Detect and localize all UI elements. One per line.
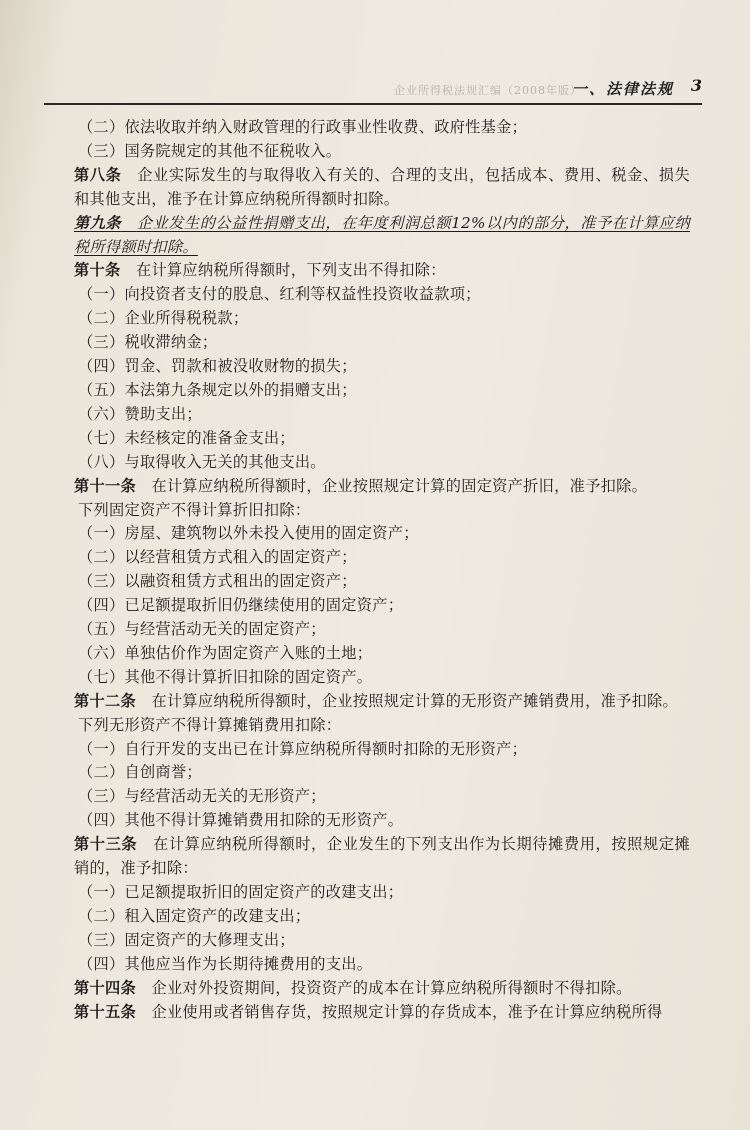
article-number: 第十一条 (74, 476, 136, 495)
article-number: 第十条 (74, 261, 121, 280)
list-item: （一）向投资者支付的股息、红利等权益性投资收益款项； (78, 285, 481, 304)
page-body (76, 116, 690, 1024)
article-number: 第十五条 (74, 1002, 136, 1021)
list-item: （四）其他不得计算摊销费用扣除的无形资产。 (78, 811, 404, 830)
article-number: 第十二条 (74, 691, 136, 710)
list-item: （一）自行开发的支出已在计算应纳税所得额时扣除的无形资产； (78, 739, 528, 758)
item-3-other-nontaxable: （三）国务院规定的其他不征税收入。 (78, 141, 342, 160)
list-item: （一）已足额提取折旧的固定资产的改建支出； (78, 883, 404, 901)
list-intro: 下列固定资产不得计算折旧扣除： (78, 500, 311, 519)
article-number: 第十三条 (74, 835, 138, 854)
article-9: 第九条 企业发生的公益性捐赠支出，在年度利润总额12%以内的部分，准予在计算应纳税所得额时扣除。 (74, 213, 690, 256)
list-item: （四）已足额提取折旧仍继续使用的固定资产； (78, 596, 404, 615)
header-rule (44, 103, 702, 105)
list-item: （五）本法第九条规定以外的捐赠支出； (78, 380, 357, 399)
list-item: （三）税收滞纳金； (78, 333, 218, 352)
article-14: 第十四条 企业对外投资期间，投资资产的成本在计算应纳税所得额时不得扣除。 (74, 978, 632, 997)
running-header (44, 76, 702, 102)
article-15: 第十五条 企业使用或者销售存货，按照规定计算的存货成本，准予在计算应纳税所得 (74, 1002, 663, 1021)
section-title: 一、法律法规 (571, 80, 674, 98)
list-item: （一）房屋、建筑物以外未投入使用的固定资产； (78, 524, 419, 543)
list-item: （二）以经营租赁方式租入的固定资产； (78, 548, 357, 567)
list-item: （三）固定资产的大修理支出； (78, 930, 295, 949)
article-13: 第十三条 在计算应纳税所得额时，企业发生的下列支出作为长期待摊费用，按照规定摊销的，准予扣除： (74, 835, 690, 878)
article-10: 第十条 在计算应纳税所得额时，下列支出不得扣除： (74, 261, 446, 280)
list-item: （四）其他应当作为长期待摊费用的支出。 (78, 954, 373, 973)
list-item: （七）未经核定的准备金支出； (78, 428, 295, 447)
article-number: 第十四条 (74, 978, 136, 997)
list-item: （六）赞助支出； (78, 404, 202, 423)
list-intro: 下列无形资产不得计算摊销费用扣除： (78, 715, 342, 734)
list-item: （三）与经营活动无关的无形资产； (78, 787, 326, 806)
list-item: （七）其他不得计算折旧扣除的固定资产。 (78, 667, 373, 686)
list-item: （五）与经营活动无关的固定资产； (78, 620, 326, 639)
list-item: （六）单独估价作为固定资产入账的土地； (78, 643, 373, 662)
article-12: 第十二条 在计算应纳税所得额时，企业按照规定计算的无形资产摊销费用，准予扣除。 (74, 691, 679, 710)
page-number: 3 (690, 76, 702, 95)
list-item: （二）企业所得税税款； (78, 309, 249, 328)
article-11: 第十一条 在计算应纳税所得额时，企业按照规定计算的固定资产折旧，准予扣除。 (74, 476, 648, 495)
list-item: （四）罚金、罚款和被没收财物的损失； (78, 357, 357, 376)
article-8: 第八条 企业实际发生的与取得收入有关的、合理的支出，包括成本、费用、税金、损失和其他支出，准予在计算应纳税所得额时扣除。 (74, 165, 691, 208)
list-item: （二）自创商誉； (78, 763, 202, 782)
list-item: （八）与取得收入无关的其他支出。 (78, 452, 326, 471)
article-number: 第九条 (74, 213, 122, 232)
item-2-fees: （二）依法收取并纳入财政管理的行政事业性收费、政府性基金； (78, 118, 528, 136)
header-bleed-text: 企业所得税法规汇编（2008年版） (394, 84, 582, 97)
article-number: 第八条 (74, 165, 122, 184)
list-item: （三）以融资租赁方式租出的固定资产； (78, 572, 357, 591)
list-item: （二）租入固定资产的改建支出； (78, 906, 311, 925)
